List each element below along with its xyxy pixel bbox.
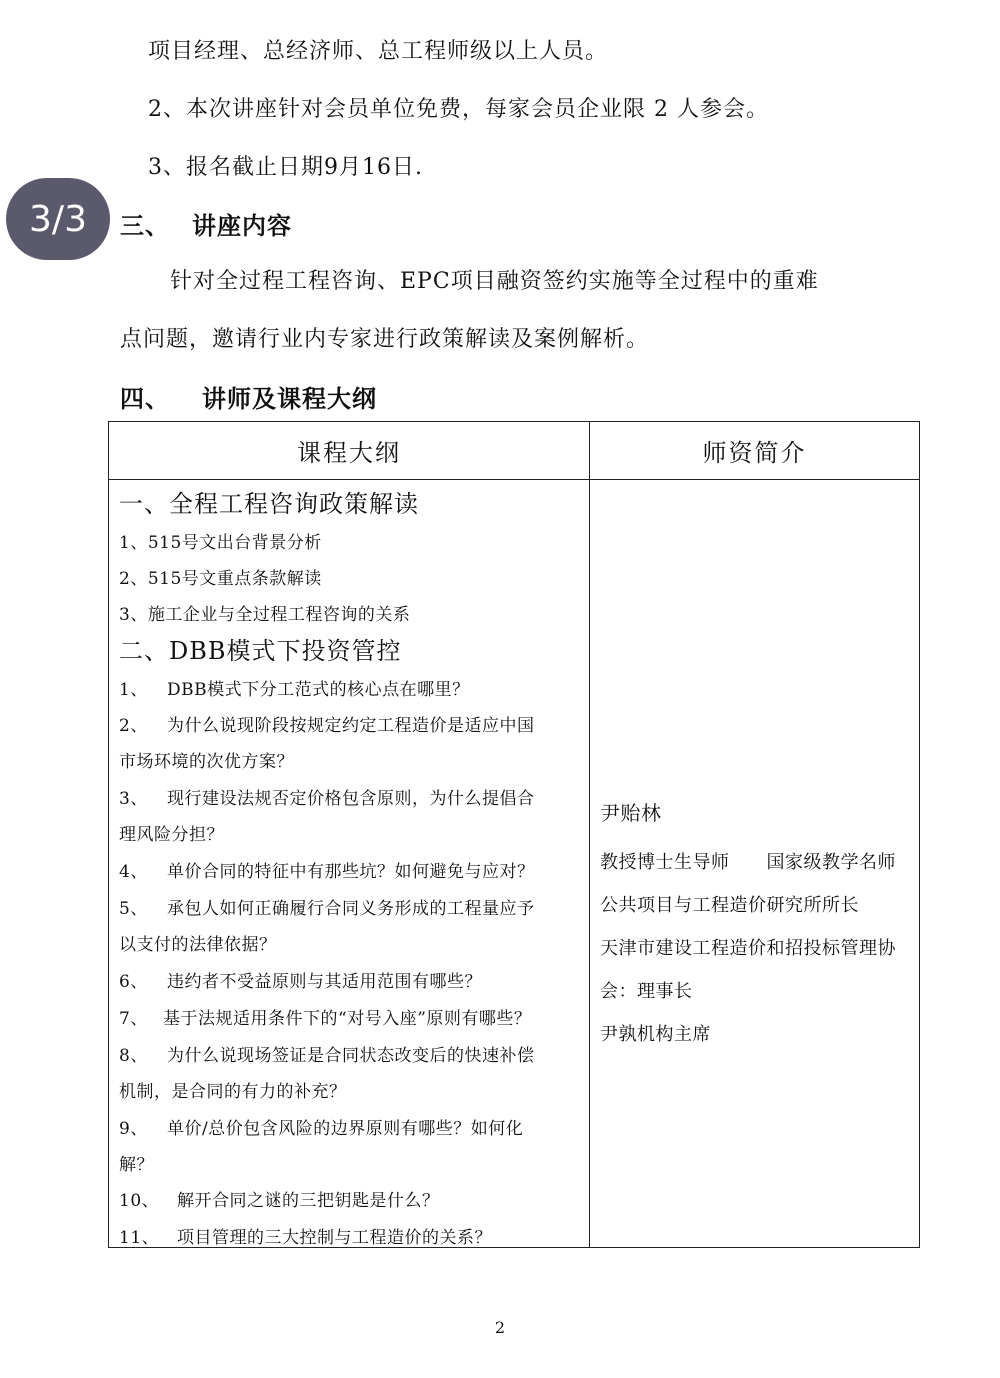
table-header-outline: 课程大纲 — [297, 439, 401, 467]
instructor-bio-line: 公共项目与工程造价研究所所长 — [600, 895, 859, 916]
outline-part2-item-continuation: 机制，是合同的有力的补充？ — [119, 1082, 347, 1102]
intro-line-2: 2、本次讲座针对会员单位免费，每家会员企业限 2 人参会。 — [148, 97, 769, 122]
section4-number: 四、 — [120, 385, 170, 413]
outline-part2-item-continuation: 市场环境的次优方案？ — [119, 752, 294, 772]
section3-number: 三、 — [120, 212, 170, 240]
section4-heading — [120, 379, 377, 414]
outline-part2-item: 3、 现行建设法规否定价格包含原则，为什么提倡合 — [119, 789, 535, 809]
outline-part2-item: 9、 单价/总价包含风险的边界原则有哪些？如何化 — [119, 1119, 524, 1139]
outline-part2-item-continuation: 理风险分担？ — [119, 825, 224, 845]
outline-part2-item: 6、 违约者不受益原则与其适用范围有哪些？ — [119, 972, 482, 992]
outline-part2-item: 8、 为什么说现场签证是合同状态改变后的快速补偿 — [119, 1046, 535, 1066]
outline-part1-item: 2、515号文重点条款解读 — [119, 569, 322, 589]
outline-part2-item: 11、 项目管理的三大控制与工程造价的关系？ — [119, 1228, 492, 1248]
instructor-bio-line: 尹孰机构主席 — [600, 1024, 711, 1045]
section4-title: 讲师及课程大纲 — [202, 385, 377, 413]
table-header-divider — [109, 479, 919, 480]
course-outline-table — [108, 421, 920, 1248]
outline-part1-item: 3、施工企业与全过程工程咨询的关系 — [119, 605, 411, 625]
outline-part2-item: 7、 基于法规适用条件下的“对号入座”原则有哪些？ — [119, 1009, 532, 1029]
intro-line-1: 项目经理、总经济师、总工程师级以上人员。 — [148, 39, 609, 64]
section3-body-line-1: 针对全过程工程咨询、EPC项目融资签约实施等全过程中的重难 — [170, 269, 819, 294]
outline-part2-item: 10、 解开合同之谜的三把钥匙是什么？ — [119, 1191, 440, 1211]
outline-part2-title: 二、DBB模式下投资管控 — [119, 637, 402, 665]
table-header-bio: 师资简介 — [702, 439, 807, 467]
instructor-name: 尹贻林 — [600, 801, 662, 825]
section3-title: 讲座内容 — [192, 212, 292, 240]
page-number: 2 — [494, 1318, 506, 1337]
intro-line-3: 3、报名截止日期9月16日. — [148, 155, 423, 180]
instructor-bio-line: 教授博士生导师 国家级教学名师 — [600, 852, 896, 873]
outline-part2-item-continuation: 以支付的法律依据？ — [119, 935, 277, 955]
table-column-divider — [589, 422, 590, 1247]
section3-body-line-2: 点问题，邀请行业内专家进行政策解读及案例解析。 — [120, 327, 650, 352]
outline-part2-item: 4、 单价合同的特征中有那些坑？如何避免与应对？ — [119, 862, 535, 882]
page-indicator-badge[interactable]: 3/3 — [6, 178, 110, 260]
outline-part2-item-continuation: 解？ — [119, 1155, 154, 1175]
outline-part1-title: 一、全程工程咨询政策解读 — [119, 490, 419, 518]
outline-part2-item: 2、 为什么说现阶段按规定约定工程造价是适应中国 — [119, 716, 535, 736]
outline-part2-item: 5、 承包人如何正确履行合同义务形成的工程量应予 — [119, 899, 535, 919]
instructor-bio-line: 天津市建设工程造价和招投标管理协 — [600, 938, 896, 959]
outline-part1-item: 1、515号文出台背景分析 — [119, 533, 322, 553]
outline-part2-item: 1、 DBB模式下分工范式的核心点在哪里？ — [119, 680, 470, 700]
instructor-bio-line: 会：理事长 — [600, 981, 693, 1002]
section3-heading — [120, 206, 292, 241]
